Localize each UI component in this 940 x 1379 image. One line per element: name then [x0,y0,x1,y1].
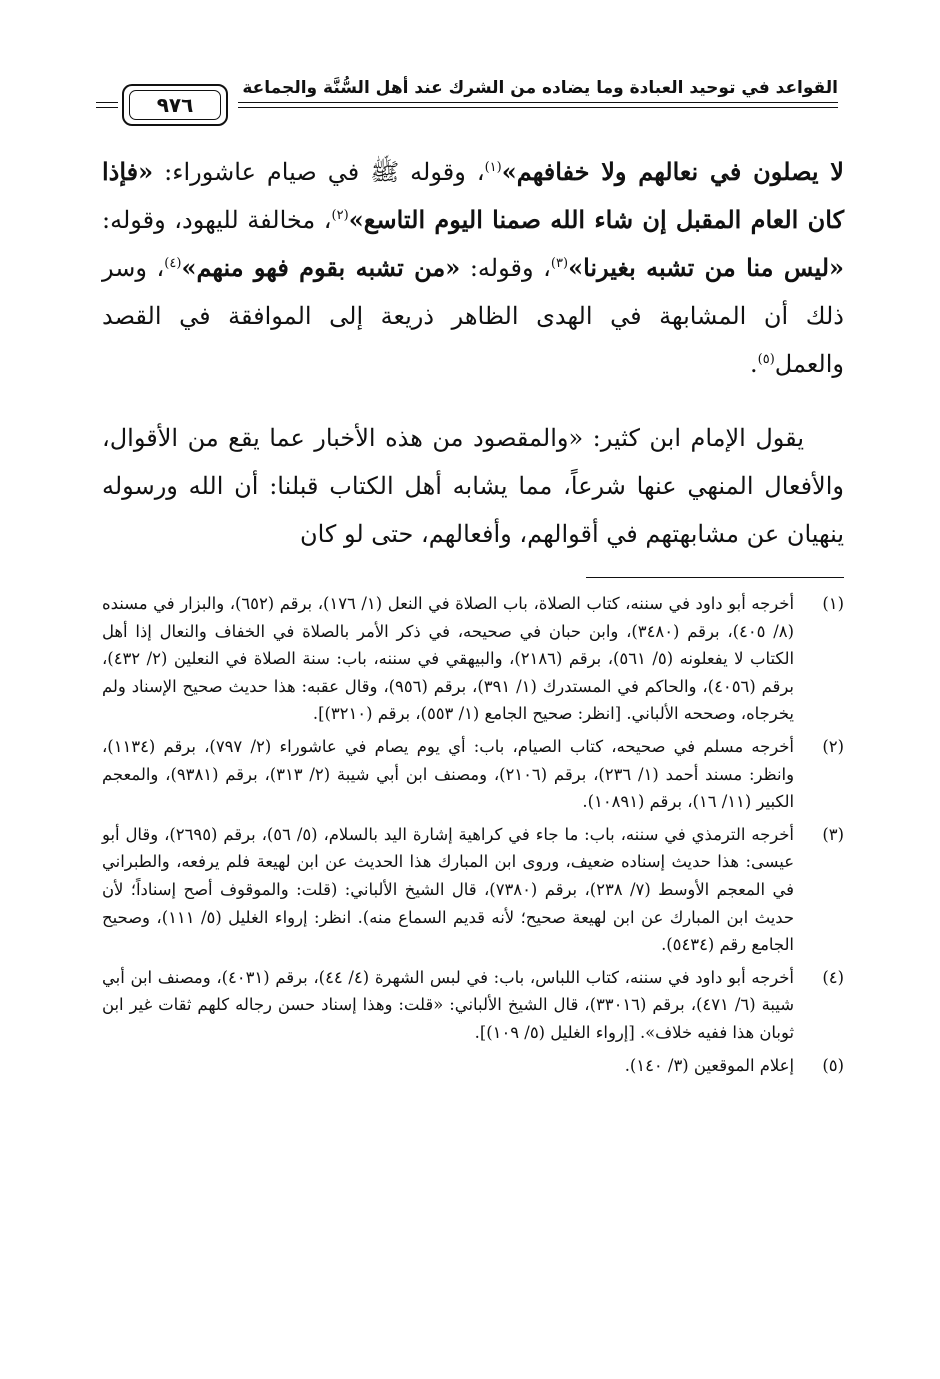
hadith-quote: «فإذا كان العام المقبل إن شاء الله صمنا اليوم التاسع» [102,157,845,234]
text-segment: . [750,350,758,378]
page-header [96,70,838,130]
footnote-ref[interactable]: (٢) [331,208,349,223]
footnote [102,733,844,816]
paragraph [102,148,844,388]
footnote-number: (٣) [822,824,844,844]
header-rule [96,102,118,103]
footnote-number: (٢) [822,736,844,756]
text-segment: ، وقوله: [460,254,551,282]
footnote-separator [586,577,844,578]
footnote-number: (٥) [822,1055,844,1075]
footnote [102,964,844,1047]
hadith-quote: «من تشبه بقوم فهو منهم» [181,253,461,282]
main-text [102,148,844,558]
header-rule [96,107,118,108]
hadith-quote: «ليس منا من تشبه بغيرنا» [568,253,845,282]
header-rule [238,102,838,103]
footnote-text: أخرجه أبو داود في سننه، كتاب الصلاة، باب الصلاة في النعل (١/ ١٧٦)، برقم (٦٥٢)، والبزار في مسنده (٨/ ٤٠٥)، برقم (٣٤٨٠)، وابن حبان في صحيحه، في ذكر الأمر بالصلاة في الخفاف والنعال إذا أهل الكتاب لا يفعلونه (٥/ ٥٦١)، برقم (٢١٨٦)، والبيهقي في سننه، باب: سنة الصلاة في النعلين (٢/ ٤٣٢)، برقم (٤٠٥٦)، والحاكم في المستدرك (١/ ٣٩١)، برقم (٩٥٦)، وقال عقبه: هذا حديث صحيح الإسناد ولم يخرجاه، وصححه الألباني. [انظر: صحيح الجامع (١/ ٥٥٣)، برقم (٣٢١٠)]. [102,594,795,724]
footnote-ref[interactable]: (١) [484,160,502,175]
header-rule [238,107,838,108]
footnote [102,590,844,728]
page-number-badge [122,84,228,126]
footnote-text: أخرجه الترمذي في سننه، باب: ما جاء في كراهية إشارة اليد بالسلام، (٥/ ٥٦)، برقم (٢٦٩٥)، وقال أبو عيسى: هذا حديث إسناده ضعيف، وروى ابن المبارك هذا الحديث عن ابن لهيعة فلم يرفعه، والطبراني في المعجم الأوسط (٧/ ٢٣٨)، برقم (٧٣٨٠)، قال الشيخ الألباني: (قلت: والموقوف أصح إسناداً؛ لأن حديث ابن المبارك عن ابن لهيعة صحيح؛ لأنه قديم السماع منه). انظر: إرواء الغليل (٥/ ١١١)، وصحيح الجامع رقم (٥٤٣٤). [102,824,795,955]
paragraph: يقول الإمام ابن كثير: «والمقصود من هذه الأخبار عما يقع من الأقوال، والأفعال المنهي عنها شرعاً، مما يشابه أهل الكتاب قبلنا: أن الله ورسوله ينهيان عن مشابهتهم في أقوالهم، وأفعالهم، حتى لو كان [102,424,844,548]
hadith-quote: لا يصلون في نعالهم ولا خفافهم» [501,157,844,186]
footnote-text: أخرجه مسلم في صحيحه، كتاب الصيام، باب: أي يوم يصام في عاشوراء (٢/ ٧٩٧)، برقم (١١٣٤)، وانظر: مسند أحمد (١/ ٢٣٦)، برقم (٢١٠٦)، ومصنف ابن أبي شيبة (٢/ ٣١٣)، برقم (٩٣٨١)، والمعجم الكبير (١١/ ١٦)، برقم (١٠٨٩١). [102,736,794,812]
footnote-ref[interactable]: (٤) [164,256,182,271]
footnotes [102,590,844,1084]
text-segment: ، وقوله ﷺ في صيام عاشوراء: [153,158,485,186]
page-number: ٩٧٦ [129,90,221,120]
footnote [102,1052,844,1080]
footnote-text: إعلام الموقعين (٣/ ١٤٠). [624,1055,794,1075]
footnote-ref[interactable]: (٥) [757,352,775,367]
footnote-number: (١) [822,594,844,613]
footnote-text: أخرجه أبو داود في سننه، كتاب اللباس، باب: في لبس الشهرة (٤/ ٤٤)، برقم (٤٠٣١)، ومصنف ابن أبي شيبة (٦/ ٤٧١)، برقم (٣٣٠١٦)، قال الشيخ الألباني: «قلت: وهذا إسناد حسن رجاله كلهم ثقات غير ابن ثوبان هذا ففيه خلاف». [إرواء الغليل (٥/ ١٠٩)]. [102,967,794,1042]
footnote-ref[interactable]: (٣) [550,256,569,271]
text-segment: ، وسر ذلك أن المشابهة في الهدى الظاهر ذريعة إلى الموافقة في القصد والعمل [102,254,844,378]
footnote-number: (٤) [822,967,844,987]
running-title: القواعد في توحيد العبادة وما يضاده من الشرك عند أهل السُّنَّة والجماعة [242,78,838,98]
text-segment: ، مخالفة لليهود، وقوله: [102,206,332,234]
footnote [102,821,844,959]
